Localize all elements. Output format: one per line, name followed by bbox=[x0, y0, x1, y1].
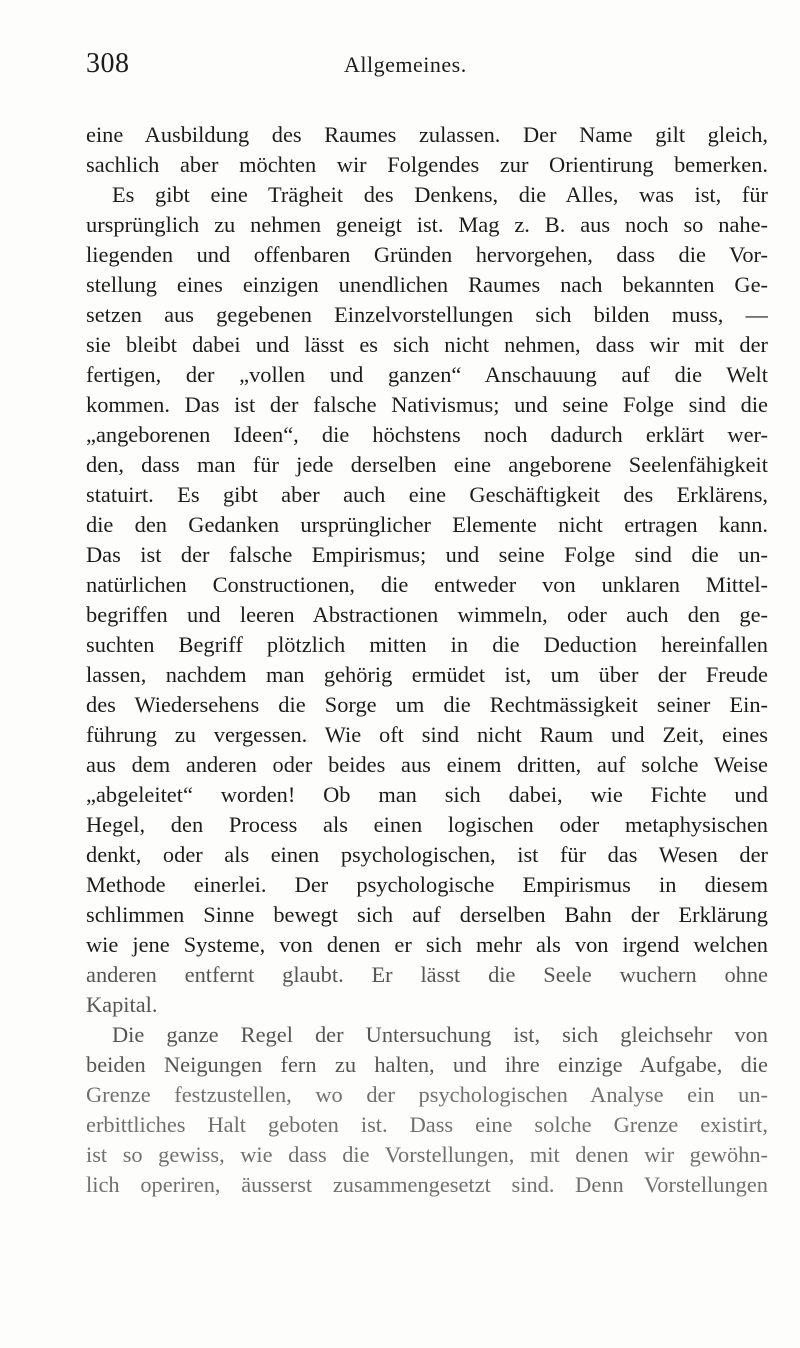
text-line: schlimmen Sinne bewegt sich auf derselben Bahn der Erklärung bbox=[86, 902, 768, 927]
text-line: „angeborenen Ideen“, die höchstens noch dadurch erklärt wer- bbox=[86, 422, 768, 447]
text-line: erbittliches Halt geboten ist. Dass eine solche Grenze existirt, bbox=[86, 1112, 768, 1137]
text-line: denkt, oder als einen psychologischen, ist für das Wesen der bbox=[86, 842, 768, 867]
text-line: Es gibt eine Trägheit des Denkens, die Alles, was ist, für bbox=[112, 182, 768, 207]
text-line: statuirt. Es gibt aber auch eine Geschäftigkeit des Erklärens, bbox=[86, 482, 768, 507]
text-line: „abgeleitet“ worden! Ob man sich dabei, wie Fichte und bbox=[86, 782, 768, 807]
text-line: kommen. Das ist der falsche Nativismus; und seine Folge sind die bbox=[86, 392, 768, 417]
text-line: führung zu vergessen. Wie oft sind nicht Raum und Zeit, eines bbox=[86, 722, 768, 747]
text-line: natürlichen Constructionen, die entweder von unklaren Mittel- bbox=[86, 572, 768, 597]
text-line: aus dem anderen oder beides aus einem dritten, auf solche Weise bbox=[86, 752, 768, 777]
body-text bbox=[86, 120, 768, 1200]
text-line: sachlich aber möchten wir Folgendes zur Orientirung bemerken. bbox=[86, 152, 768, 177]
text-line: ursprünglich zu nehmen geneigt ist. Mag z. B. aus noch so nahe- bbox=[86, 212, 768, 237]
text-line: begriffen und leeren Abstractionen wimmeln, oder auch den ge- bbox=[86, 602, 768, 627]
text-line: Hegel, den Process als einen logischen oder metaphysischen bbox=[86, 812, 768, 837]
page-number: 308 bbox=[86, 48, 130, 79]
text-line: wie jene Systeme, von denen er sich mehr als von irgend welchen bbox=[86, 932, 768, 957]
text-line: die den Gedanken ursprünglicher Elemente nicht ertragen kann. bbox=[86, 512, 768, 537]
text-line: stellung eines einzigen unendlichen Raumes nach bekannten Ge- bbox=[86, 272, 768, 297]
text-line: des Wiedersehens die Sorge um die Rechtmässigkeit seiner Ein- bbox=[86, 692, 768, 717]
text-line: sie bleibt dabei und lässt es sich nicht nehmen, dass wir mit der bbox=[86, 332, 768, 357]
text-line: Die ganze Regel der Untersuchung ist, sich gleichsehr von bbox=[112, 1022, 768, 1047]
text-line: liegenden und offenbaren Gründen hervorgehen, dass die Vor- bbox=[86, 242, 768, 267]
text-line: anderen entfernt glaubt. Er lässt die Seele wuchern ohne bbox=[86, 962, 768, 987]
text-line: Grenze festzustellen, wo der psychologischen Analyse ein un- bbox=[86, 1082, 768, 1107]
text-line: beiden Neigungen fern zu halten, und ihre einzige Aufgabe, die bbox=[86, 1052, 768, 1077]
text-line: ist so gewiss, wie dass die Vorstellungen, mit denen wir gewöhn- bbox=[86, 1142, 768, 1167]
section-title: Allgemeines. bbox=[344, 52, 467, 77]
text-line: Das ist der falsche Empirismus; und seine Folge sind die un- bbox=[86, 542, 768, 567]
text-line: Kapital. bbox=[86, 992, 158, 1017]
text-line: lassen, nachdem man gehörig ermüdet ist, um über der Freude bbox=[86, 662, 768, 687]
text-line: eine Ausbildung des Raumes zulassen. Der Name gilt gleich, bbox=[86, 122, 768, 147]
text-line: fertigen, der „vollen und ganzen“ Anschauung auf die Welt bbox=[86, 362, 768, 387]
text-line: Methode einerlei. Der psychologische Empirismus in diesem bbox=[86, 872, 768, 897]
text-line: setzen aus gegebenen Einzelvorstellungen sich bilden muss, — bbox=[86, 302, 768, 327]
text-line: suchten Begriff plötzlich mitten in die Deduction hereinfallen bbox=[86, 632, 768, 657]
text-line: lich operiren, äusserst zusammengesetzt sind. Denn Vorstellungen bbox=[86, 1172, 768, 1197]
running-head bbox=[86, 48, 766, 88]
text-line: den, dass man für jede derselben eine angeborene Seelenfähigkeit bbox=[86, 452, 768, 477]
